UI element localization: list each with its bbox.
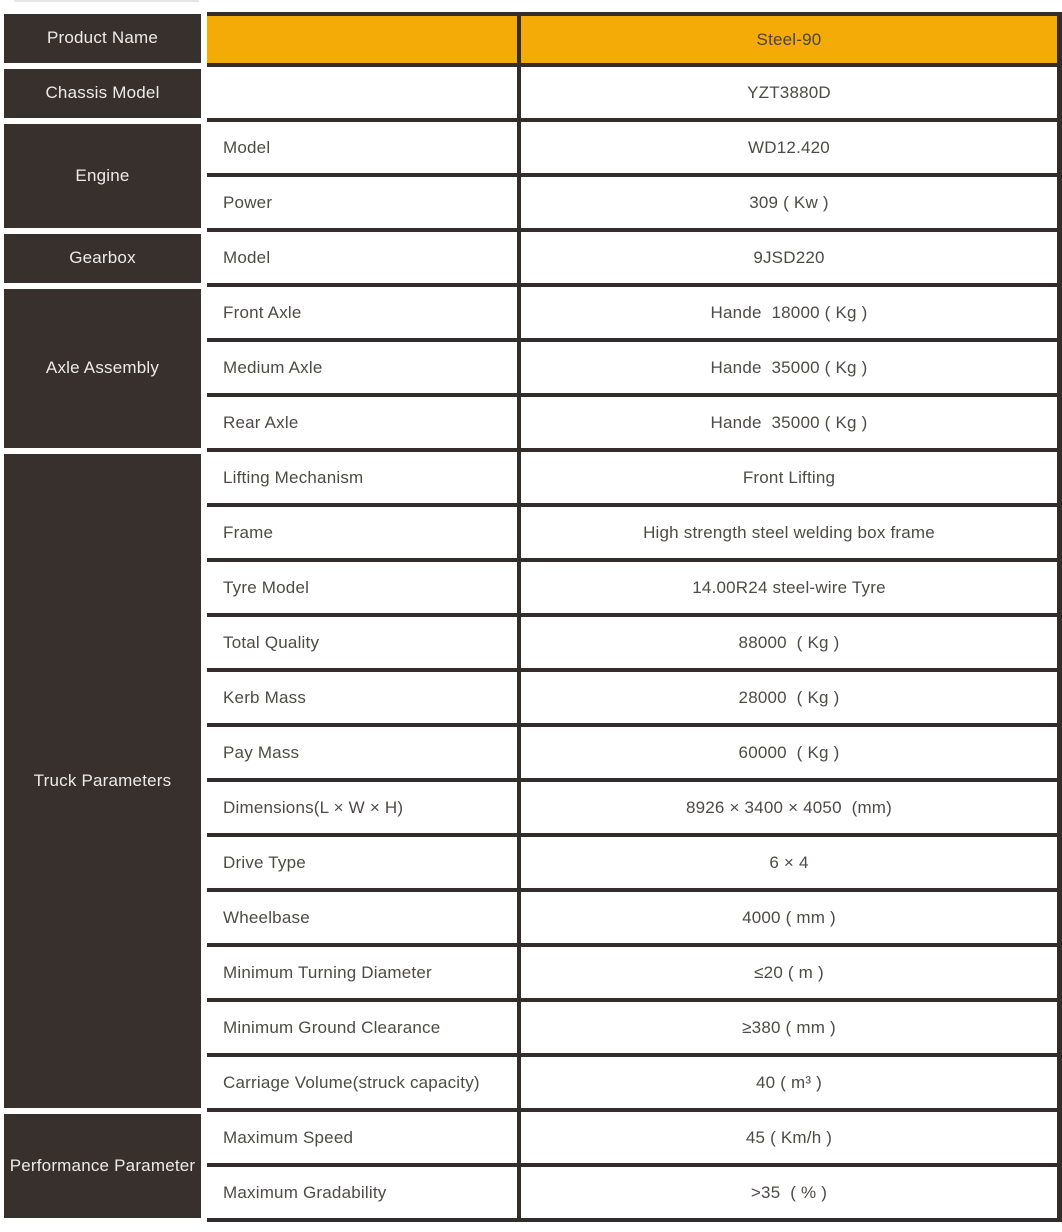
row-label: Pay Mass (207, 727, 517, 782)
row-value: 45 ( Km/h ) (517, 1112, 1062, 1167)
row-value: Hande 35000 ( Kg ) (517, 397, 1062, 452)
row-value: 88000 ( Kg ) (517, 617, 1062, 672)
row-value: 60000 ( Kg ) (517, 727, 1062, 782)
row-label (207, 67, 517, 122)
row-label: Carriage Volume(struck capacity) (207, 1057, 517, 1112)
group-header-engine: Engine (4, 124, 201, 228)
row-label: Tyre Model (207, 562, 517, 617)
row-label: Model (207, 232, 517, 287)
row-value: 6 × 4 (517, 837, 1062, 892)
row-value: Front Lifting (517, 452, 1062, 507)
row-label: Kerb Mass (207, 672, 517, 727)
row-value: 9JSD220 (517, 232, 1062, 287)
row-value: Hande 18000 ( Kg ) (517, 287, 1062, 342)
row-label: Drive Type (207, 837, 517, 892)
row-value: WD12.420 (517, 122, 1062, 177)
row-label: Lifting Mechanism (207, 452, 517, 507)
row-label: Model (207, 122, 517, 177)
row-value: High strength steel welding box frame (517, 507, 1062, 562)
group-header-product-name: Product Name (4, 14, 201, 63)
row-value: 309 ( Kw ) (517, 177, 1062, 232)
group-header-truck-parameters: Truck Parameters (4, 454, 201, 1108)
row-value: ≤20 ( m ) (517, 947, 1062, 1002)
row-value: Hande 35000 ( Kg ) (517, 342, 1062, 397)
row-value: >35 ( % ) (517, 1167, 1062, 1222)
row-label: Rear Axle (207, 397, 517, 452)
spec-table (0, 12, 1062, 1222)
row-label (207, 12, 517, 67)
row-label: Medium Axle (207, 342, 517, 397)
row-value: ≥380 ( mm ) (517, 1002, 1062, 1057)
row-value: 4000 ( mm ) (517, 892, 1062, 947)
row-label: Total Quality (207, 617, 517, 672)
row-label: Maximum Gradability (207, 1167, 517, 1222)
group-header-performance-parameter: Performance Parameter (4, 1114, 201, 1218)
group-header-chassis-model: Chassis Model (4, 69, 201, 118)
row-label: Front Axle (207, 287, 517, 342)
row-label: Power (207, 177, 517, 232)
group-header-gearbox: Gearbox (4, 234, 201, 283)
row-label: Frame (207, 507, 517, 562)
product-name-value: Steel-90 (517, 12, 1062, 67)
row-label: Minimum Ground Clearance (207, 1002, 517, 1057)
row-label: Maximum Speed (207, 1112, 517, 1167)
row-label: Wheelbase (207, 892, 517, 947)
row-value: 8926 × 3400 × 4050 (mm) (517, 782, 1062, 837)
group-header-axle-assembly: Axle Assembly (4, 289, 201, 448)
row-value: 40 ( m³ ) (517, 1057, 1062, 1112)
row-label: Dimensions(L × W × H) (207, 782, 517, 837)
crop-artifact-line (14, 0, 199, 2)
row-value: YZT3880D (517, 67, 1062, 122)
row-value: 28000 ( Kg ) (517, 672, 1062, 727)
row-label: Minimum Turning Diameter (207, 947, 517, 1002)
row-value: 14.00R24 steel-wire Tyre (517, 562, 1062, 617)
